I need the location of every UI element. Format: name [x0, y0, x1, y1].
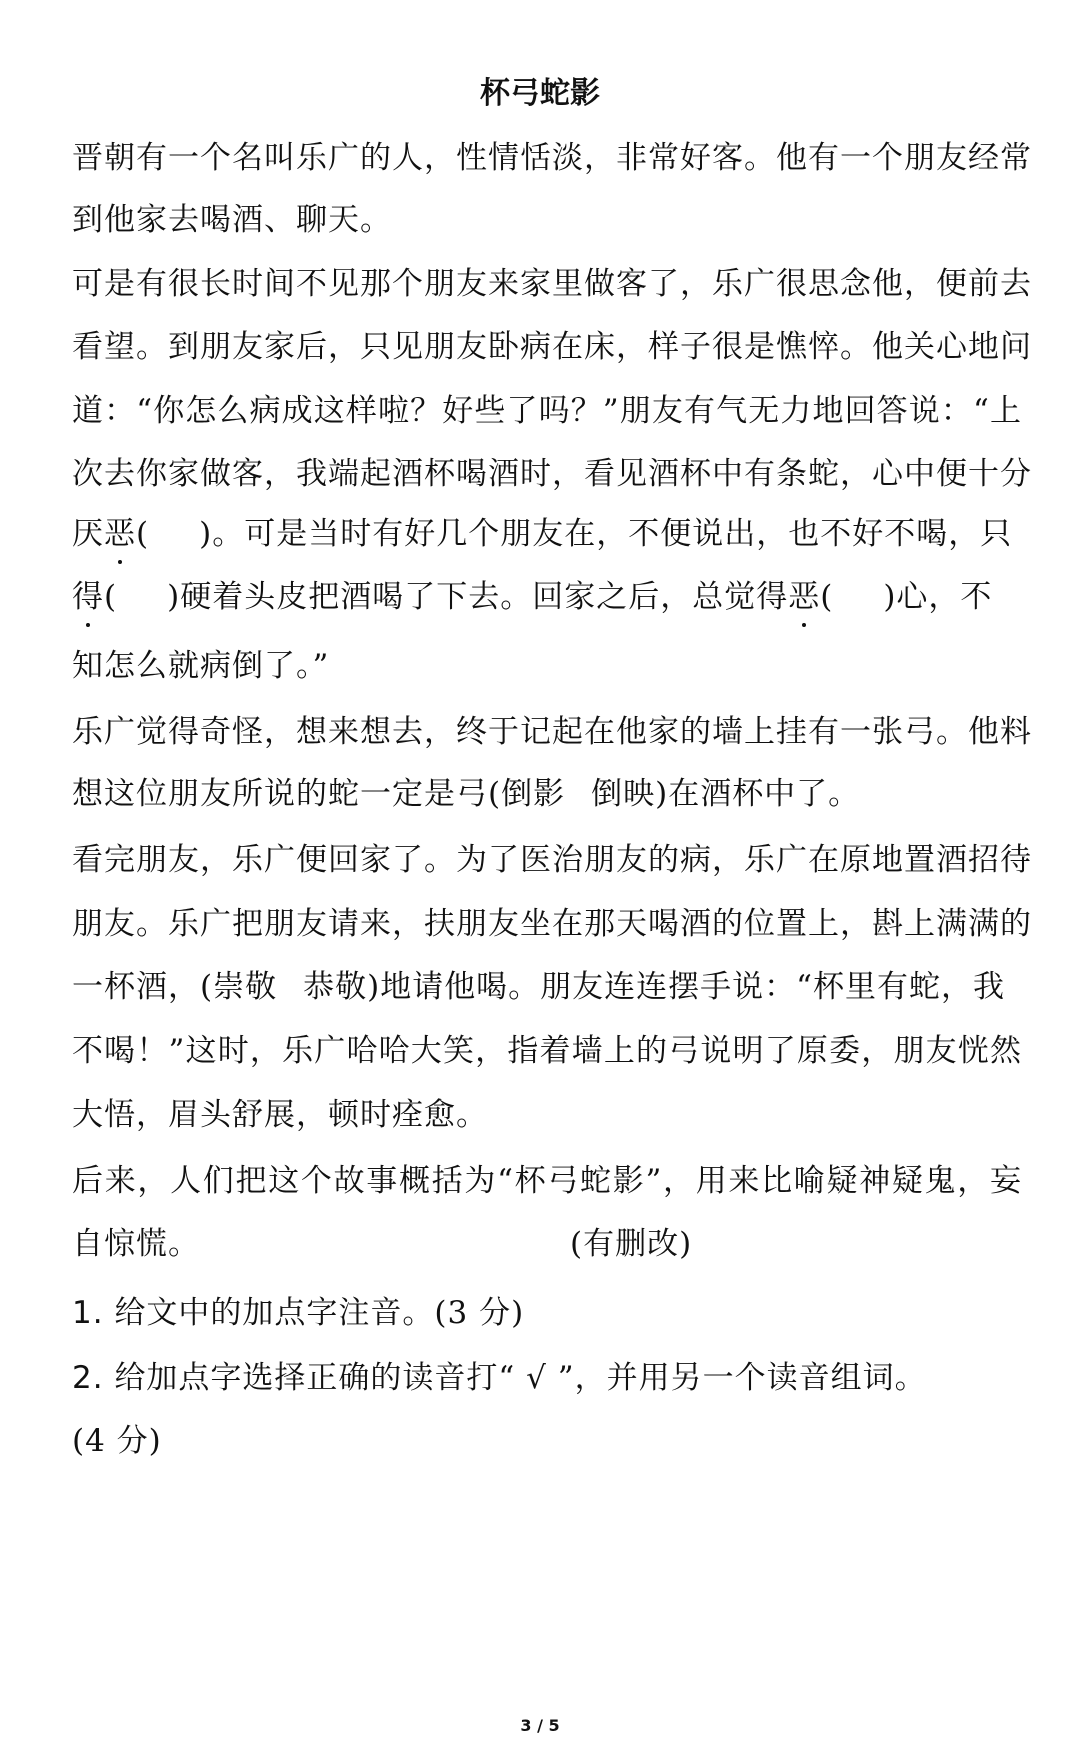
text-segment: 恭敬)地请他喝。朋友连连摆手说：“杯里有蛇，我	[303, 969, 1006, 1005]
paragraph-2-line-4: 次去你家做客，我端起酒杯喝酒时，看见酒杯中有条蛇，心中便十分	[72, 456, 1032, 492]
paragraph-4-line-5: 大悟，眉头舒展，顿时痊愈。	[72, 1097, 488, 1133]
text-segment: )。可是当时有好几个朋友在，不便说出，也不好不喝，只	[199, 516, 1013, 552]
dotted-character: 恶	[788, 576, 820, 618]
paragraph-2-line-3: 道：“你怎么病成这样啦？好些了吗？”朋友有气无力地回答说：“上	[72, 393, 1022, 429]
paragraph-4-line-3	[72, 966, 1022, 1008]
paragraph-2-line-6	[72, 576, 1022, 618]
paragraph-3-line-1: 乐广觉得奇怪，想来想去，终于记起在他家的墙上挂有一张弓。他料	[72, 714, 1032, 750]
paragraph-1-line-1: 晋朝有一个名叫乐广的人，性情恬淡，非常好客。他有一个朋友经常	[72, 140, 1032, 176]
paragraph-3-line-2	[72, 773, 1022, 815]
text-segment: (	[104, 579, 118, 615]
paragraph-1-line-2: 到他家去喝酒、聊天。	[72, 202, 392, 238]
paragraph-2-line-1: 可是有很长时间不见那个朋友来家里做客了，乐广很思念他，便前去	[72, 266, 1032, 302]
paragraph-2-line-5	[72, 513, 1022, 555]
text-segment: )硬着头皮把酒喝了下去。回家之后，总觉得	[167, 579, 789, 615]
text-segment: 倒映)在酒杯中了。	[591, 776, 861, 812]
paragraph-2-line-7: 知怎么就病倒了。”	[72, 648, 330, 684]
text-segment: 想这位朋友所说的蛇一定是弓(倒影	[72, 776, 566, 812]
text-segment: )心，不	[883, 579, 993, 615]
question-2-score: (4 分)	[72, 1423, 162, 1459]
question-text: 给加点字选择正确的读音打“ √ ”，并用另一个读音组词。	[114, 1360, 927, 1396]
question-number: 2.	[72, 1360, 104, 1396]
source-note: (有删改)	[570, 1226, 693, 1262]
text-segment: (	[136, 516, 150, 552]
paragraph-4-line-4: 不喝！”这时，乐广哈哈大笑，指着墙上的弓说明了原委，朋友恍然	[72, 1033, 1022, 1069]
paragraph-2-line-2: 看望。到朋友家后，只见朋友卧病在床，样子很是憔悴。他关心地问	[72, 329, 1032, 365]
question-2	[72, 1357, 1022, 1399]
paragraph-4-line-2: 朋友。乐广把朋友请来，扶朋友坐在那天喝酒的位置上，斟上满满的	[72, 906, 1032, 942]
dotted-character: 恶	[104, 513, 136, 555]
text-segment: 一杯酒，(崇敬	[72, 969, 278, 1005]
text-segment: 自惊慌。	[72, 1226, 200, 1262]
page-number: 3 / 5	[520, 1716, 560, 1735]
question-number: 1.	[72, 1295, 104, 1331]
question-text: 给文中的加点字注音。(3 分)	[114, 1295, 525, 1331]
text-segment: 厌	[72, 516, 104, 552]
paragraph-5-line-1: 后来，人们把这个故事概括为“杯弓蛇影”，用来比喻疑神疑鬼，妄	[72, 1163, 1022, 1199]
dotted-character: 得	[72, 576, 104, 618]
paragraph-4-line-1: 看完朋友，乐广便回家了。为了医治朋友的病，乐广在原地置酒招待	[72, 842, 1032, 878]
paragraph-5-line-2	[72, 1223, 1022, 1265]
page-title: 杯弓蛇影	[480, 76, 600, 111]
text-segment: (	[820, 579, 834, 615]
question-1	[72, 1292, 1022, 1334]
